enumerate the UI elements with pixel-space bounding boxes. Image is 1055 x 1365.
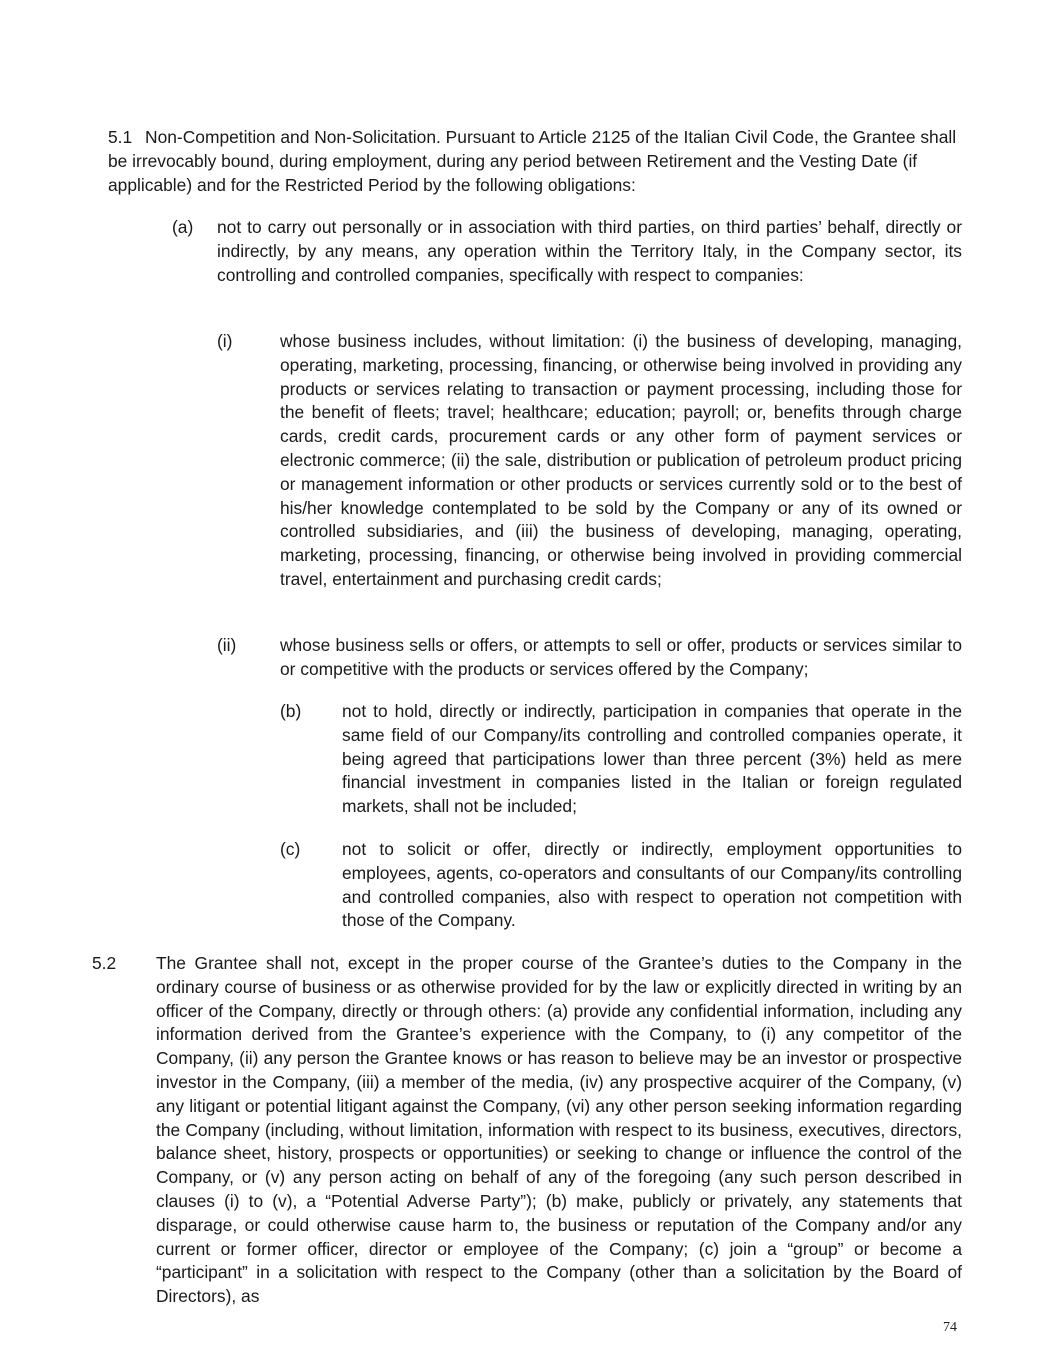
section-5-1-heading: Non-Competition and Non-Solicitation.: [145, 127, 441, 147]
item-i-label: (i): [217, 331, 233, 351]
item-ii-text: whose business sells or offers, or attempts to sell or offer, products or services similar to or competitive with the products or services offered by the Company;: [280, 635, 962, 679]
section-5-2-text: The Grantee shall not, except in the proper course of the Grantee’s duties to the Company in the ordinary course of business or as otherwise provided for by the law or explicitly directed in writing by an officer of the Company, directly or through others: (a) provide any confidential information, including any information derived from the Grantee’s experience with the Company, to (i) any competitor of the Company, (ii) any person the Grantee knows or has reason to believe may be an investor or prospective investor in the Company, (iii) a member of the media, (iv) any prospective acquirer of the Company, (v) any litigant or potential litigant against the Company, (vi) any other person seeking information regarding the Company (including, without limitation, information with respect to its business, executives, directors, balance sheet, history, prospects or opportunities) or seeking to change or influence the control of the Company, or (v) any person acting on behalf of any of the foregoing (any such person described in clauses (i) to (v), a “Potential Adverse Party”); (b) make, publicly or privately, any statements that disparage, or could otherwise cause harm to, the business or reputation of the Company and/or any current or former officer, director or employee of the Company; (c) join a “group” or become a “participant” in a solicitation with respect to the Company (other than a solicitation by the Board of Directors), as: [156, 953, 962, 1307]
item-a-text: not to carry out personally or in association with third parties, on third parties’ behalf, directly or indirectly, by any means, any operation within the Territory Italy, in the Company sector, its controlling and controlled companies, specifically with respect to companies:: [217, 217, 962, 285]
item-a-label: (a): [172, 217, 194, 237]
section-5-1: [108, 126, 962, 197]
item-b-label: (b): [280, 701, 302, 721]
item-b-text: not to hold, directly or indirectly, participation in companies that operate in the same field of our Company/its controlling and controlled companies operate, it being agreed that participations lower than three percent (3%) held as mere financial investment in companies listed in the Italian or foreign regulated markets, shall not be included;: [342, 701, 962, 817]
item-c-label: (c): [280, 839, 301, 859]
item-ii-label: (ii): [217, 635, 237, 655]
section-5-2-number: 5.2: [92, 953, 117, 973]
page-number: 74: [943, 1320, 957, 1335]
section-5-1-text: Pursuant to Article 2125 of the Italian Civil Code, the Grantee shall be irrevocably bound, during employment, during any period between Retirement and the Vesting Date (if applicable) and for the Restricted Period by the following obligations:: [108, 127, 957, 195]
item-c-text: not to solicit or offer, directly or indirectly, employment opportunities to employees, agents, co-operators and consultants of our Company/its controlling and controlled companies, also with respect to operation not competition with those of the Company.: [342, 839, 962, 931]
section-5-1-number: 5.1: [108, 127, 133, 147]
item-i-text: whose business includes, without limitation: (i) the business of developing, managing, operating, marketing, processing, financing, or otherwise being involved in providing any products or services relating to transaction or payment processing, including those for the benefit of fleets; travel; healthcare; education; payroll; or, benefits through charge cards, credit cards, procurement cards or any other form of payment services or electronic commerce; (ii) the sale, distribution or publication of petroleum product pricing or management information or other products or services currently sold or to the best of his/her knowledge contemplated to be sold by the Company or any of its owned or controlled subsidiaries, and (iii) the business of developing, managing, operating, marketing, processing, financing, or otherwise being involved in providing commercial travel, entertainment and purchasing credit cards;: [280, 331, 962, 589]
